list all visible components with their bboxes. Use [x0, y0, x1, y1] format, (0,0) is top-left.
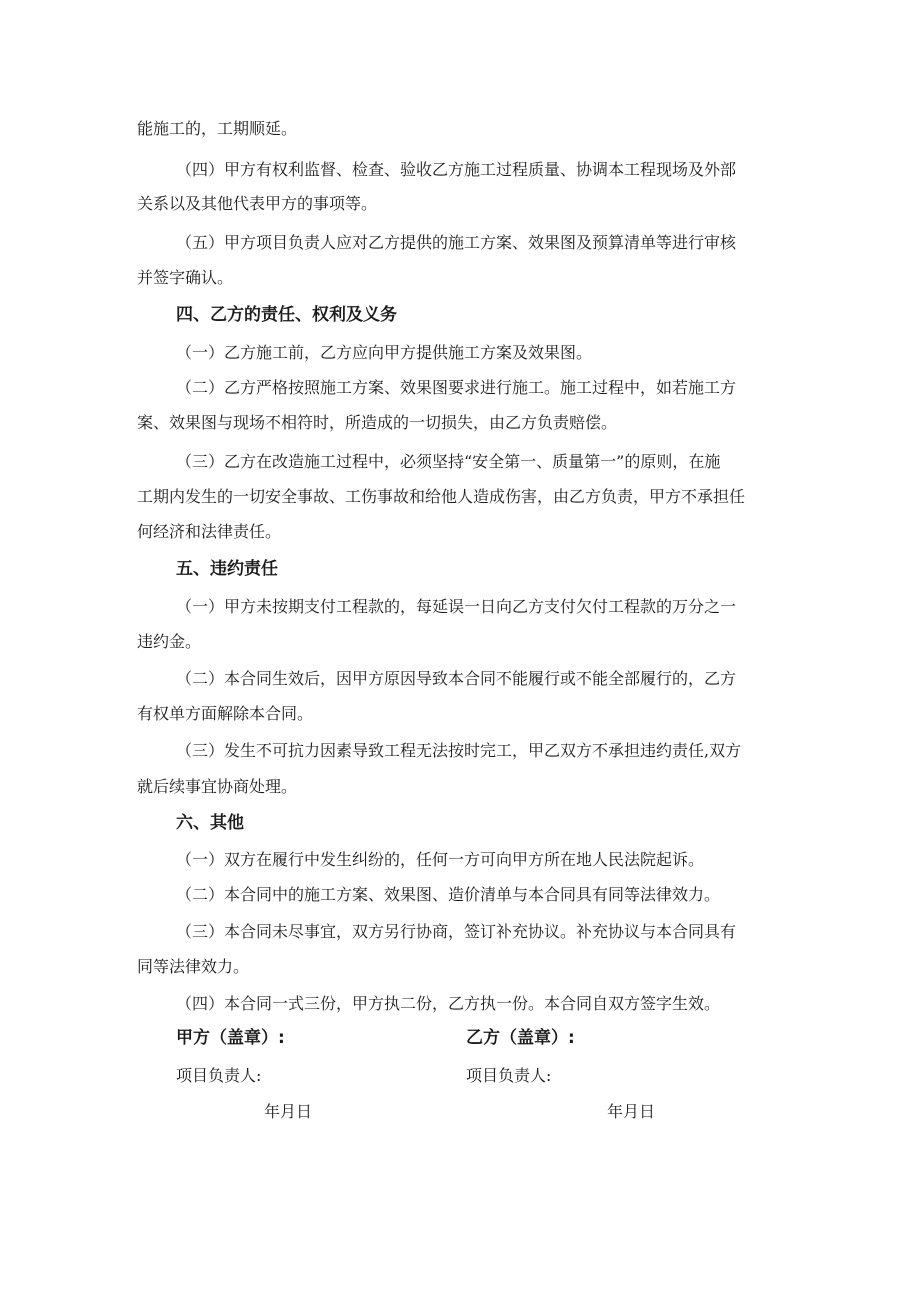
- party-a-seal-label: 甲方（盖章）:: [176, 1028, 285, 1048]
- party-a-date-label: 年月日: [264, 1102, 313, 1121]
- clause-4-2-line-2: 案、效果图与现场不相符时，所造成的一切损失，由乙方负责赔偿。: [137, 413, 618, 432]
- clause-3-5-line-1: （五）甲方项目负责人应对乙方提供的施工方案、效果图及预算清单等进行审核: [176, 233, 737, 252]
- clause-3-4-line-2: 关系以及其他代表甲方的事项等。: [137, 194, 378, 213]
- clause-3-4-line-1: （四）甲方有权利监督、检查、验收乙方施工过程质量、协调本工程现场及外部: [176, 160, 737, 179]
- clause-5-1-line-1: （一）甲方未按期支付工程款的，每延误一日向乙方支付欠付工程款的万分之一: [176, 597, 737, 616]
- clause-6-3-line-2: 同等法律效力。: [137, 957, 250, 976]
- clause-4-3-line-2: 工期内发生的一切安全事故、工伤事故和给他人造成伤害，由乙方负责，甲方不承担任: [137, 487, 746, 506]
- clause-5-1-line-2: 违约金。: [137, 632, 202, 651]
- party-b-manager-label: 项目负责人:: [466, 1066, 552, 1085]
- clause-3-5-line-2: 并签字确认。: [137, 268, 234, 287]
- clause-4-3-line-1: （三）乙方在改造施工过程中，必须坚持“安全第一、质量第一”的原则，在施: [176, 452, 721, 471]
- paragraph-line: 能施工的，工期顺延。: [137, 119, 298, 138]
- clause-5-3-line-2: 就后续事宜协商处理。: [137, 777, 298, 796]
- clause-5-2-line-1: （二）本合同生效后，因甲方原因导致本合同不能履行或不能全部履行的，乙方: [176, 669, 737, 688]
- clause-5-2-line-2: 有权单方面解除本合同。: [137, 704, 314, 723]
- clause-5-3-line-1: （三）发生不可抗力因素导致工程无法按时完工，甲乙双方不承担违约责任,双方: [176, 741, 742, 760]
- party-a-manager-label: 项目负责人:: [176, 1066, 262, 1085]
- clause-6-4-line-1: （四）本合同一式三份，甲方执二份，乙方执一份。本合同自双方签字生效。: [176, 994, 721, 1013]
- clause-4-2-line-1: （二）乙方严格按照施工方案、效果图要求进行施工。施工过程中，如若施工方: [176, 378, 737, 397]
- party-b-date-label: 年月日: [607, 1102, 656, 1121]
- section-6-heading: 六、其他: [176, 813, 244, 833]
- clause-6-3-line-1: （三）本合同未尽事宜，双方另行协商，签订补充协议。补充协议与本合同具有: [176, 922, 737, 941]
- clause-4-3-line-3: 何经济和法律责任。: [137, 522, 282, 541]
- section-5-heading: 五、违约责任: [176, 559, 278, 579]
- clause-6-2-line-1: （二）本合同中的施工方案、效果图、造价清单与本合同具有同等法律效力。: [176, 885, 721, 904]
- clause-4-1-line-1: （一）乙方施工前，乙方应向甲方提供施工方案及效果图。: [176, 343, 593, 362]
- clause-6-1-line-1: （一）双方在履行中发生纠纷的，任何一方可向甲方所在地人民法院起诉。: [176, 850, 705, 869]
- section-4-heading: 四、乙方的责任、权利及义务: [176, 305, 397, 325]
- party-b-seal-label: 乙方（盖章）:: [466, 1028, 575, 1048]
